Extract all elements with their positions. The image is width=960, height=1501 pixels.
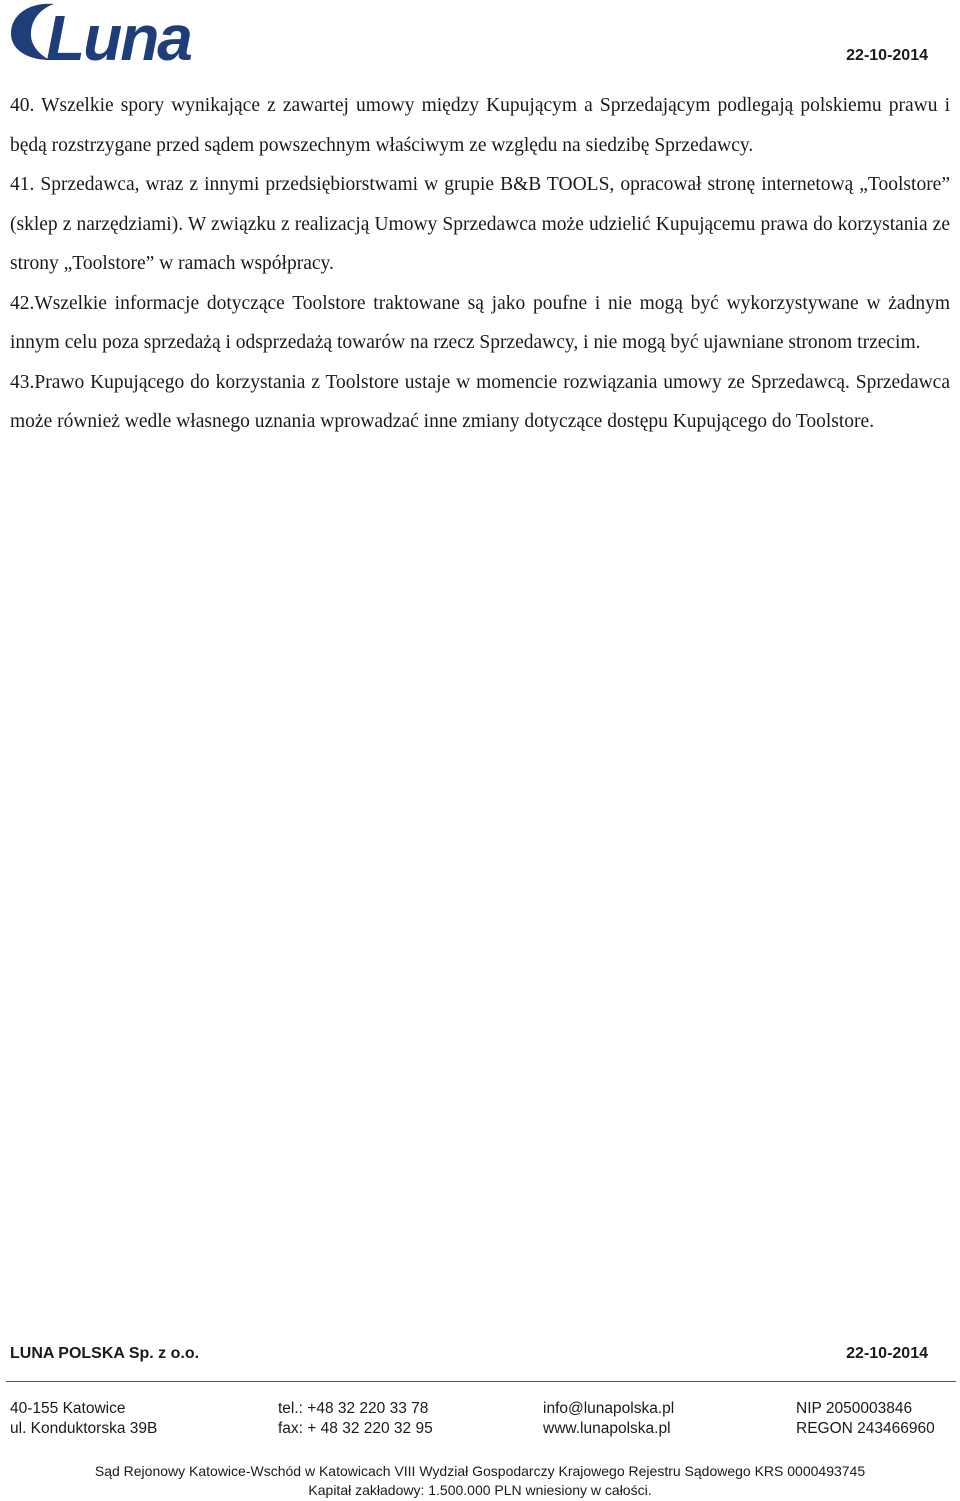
footer-fax: fax: + 48 32 220 32 95 xyxy=(278,1420,433,1437)
footer-registry xyxy=(796,1399,935,1439)
footer-regon: REGON 243466960 xyxy=(796,1420,935,1437)
footer-city: 40-155 Katowice xyxy=(10,1400,126,1417)
footer-address xyxy=(10,1399,157,1439)
footer-contact xyxy=(0,1399,960,1443)
footer-web xyxy=(543,1399,674,1439)
document-body xyxy=(10,86,950,442)
footer-company: LUNA POLSKA Sp. z o.o. xyxy=(10,1345,200,1362)
footer-tel: tel.: +48 32 220 33 78 xyxy=(278,1400,429,1417)
footer-divider xyxy=(6,1381,956,1382)
paragraph-41: 41. Sprzedawca, wraz z innymi przedsiębiorstwami w grupie B&B TOOLS, opracował stronę internetową „Toolstore” (sklep z narzędziami). W związku z realizacją Umowy Sprzedawca może udzielić Kupującemu prawa do korzystania ze strony „Toolstore” w ramach współpracy. xyxy=(10,174,950,274)
paragraph-40: 40. Wszelkie spory wynikające z zawartej umowy między Kupującym a Sprzedającym podlegają polskiemu prawu i będą rozstrzygane przed sądem powszechnym właściwym ze względu na siedzibę Sprzedawcy. xyxy=(10,95,950,156)
footer-website-link[interactable]: www.lunapolska.pl xyxy=(543,1420,671,1437)
footer-street: ul. Konduktorska 39B xyxy=(10,1420,158,1437)
paragraph-42: 42.Wszelkie informacje dotyczące Toolstore traktowane są jako poufne i nie mogą być wykorzystywane w żadnym innym celu poza sprzedażą i odsprzedażą towarów na rzecz Sprzedawcy, i nie mogą być ujawniane stronom trzecim. xyxy=(10,292,950,353)
header-date: 22-10-2014 xyxy=(846,47,928,64)
paragraph-43: 43.Prawo Kupującego do korzystania z Toolstore ustaje w momencie rozwiązania umowy ze Sprzedawcą. Sprzedawca może również wedle własnego uznania wprowadzać inne zmiany dotyczące dostępu Kupującego do Toolstore. xyxy=(10,371,950,432)
footer-phone xyxy=(278,1399,433,1439)
footer-email-link[interactable]: info@lunapolska.pl xyxy=(543,1400,675,1417)
logo-wordmark: Luna xyxy=(46,2,191,64)
footer-date: 22-10-2014 xyxy=(846,1345,928,1362)
footer-court-registry: Sąd Rejonowy Katowice-Wschód w Katowicach VIII Wydział Gospodarczy Krajowego Rejestru Sądowego KRS 0000493745 xyxy=(94,1463,866,1479)
footer-legal xyxy=(0,1462,960,1500)
footer-nip: NIP 2050003846 xyxy=(796,1400,913,1417)
luna-logo xyxy=(8,0,230,64)
footer-capital: Kapitał zakładowy: 1.500.000 PLN wniesiony w całości. xyxy=(308,1482,652,1498)
